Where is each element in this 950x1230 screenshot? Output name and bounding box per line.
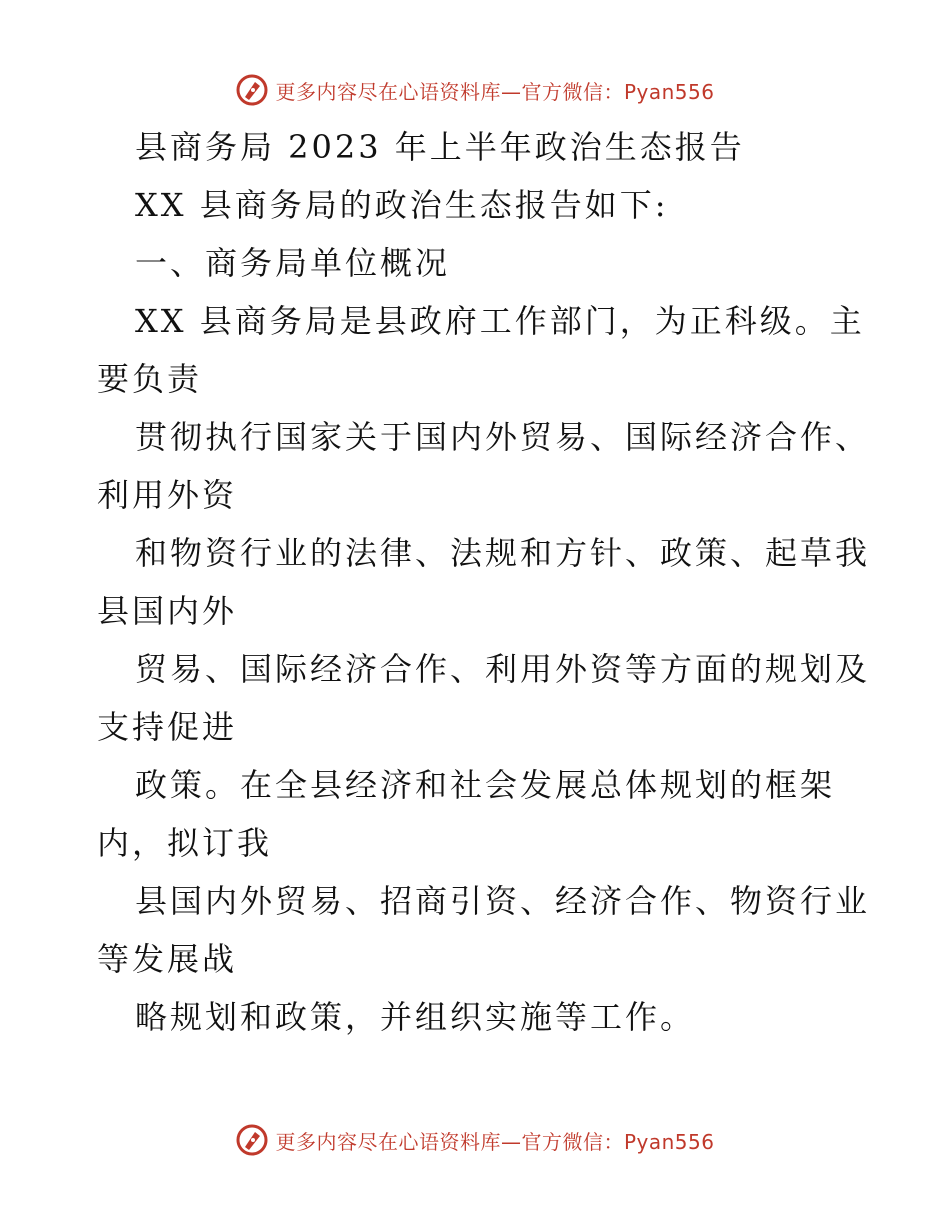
watermark-footer: [0, 1120, 950, 1160]
watermark-text: 更多内容尽在心语资料库—官方微信：Pyan556: [275, 1129, 715, 1154]
paragraph-line: 贯彻执行国家关于国内外贸易、国际经济合作、: [135, 418, 871, 456]
pen-nib-circle-icon: [235, 73, 269, 107]
paragraph-line: 等发展战: [97, 940, 238, 978]
paragraph-line: XX 县商务局是县政府工作部门，为正科级。主: [135, 302, 865, 340]
watermark-text: 更多内容尽在心语资料库—官方微信：Pyan556: [275, 79, 715, 104]
paragraph-line: 政策。在全县经济和社会发展总体规划的框架: [135, 766, 836, 804]
paragraph-line: 略规划和政策，并组织实施等工作。: [135, 998, 696, 1036]
paragraph-line: 和物资行业的法律、法规和方针、政策、起草我: [135, 534, 871, 572]
paragraph-line: 贸易、国际经济合作、利用外资等方面的规划及: [135, 650, 871, 688]
paragraph-line: 支持促进: [97, 708, 238, 746]
paragraph-line: 利用外资: [97, 476, 238, 514]
watermark-header: [0, 70, 950, 110]
paragraph-line: 内，拟订我: [97, 824, 273, 862]
intro-line: XX 县商务局的政治生态报告如下:: [135, 186, 669, 224]
paragraph-line: 要负责: [97, 360, 203, 398]
document-title: 县商务局 2023 年上半年政治生态报告: [135, 128, 745, 166]
paragraph-line: 县国内外: [97, 592, 238, 630]
paragraph-line: 县国内外贸易、招商引资、经济合作、物资行业: [135, 882, 871, 920]
pen-nib-circle-icon: [235, 1123, 269, 1157]
section-heading: 一、商务局单位概况: [135, 244, 451, 282]
